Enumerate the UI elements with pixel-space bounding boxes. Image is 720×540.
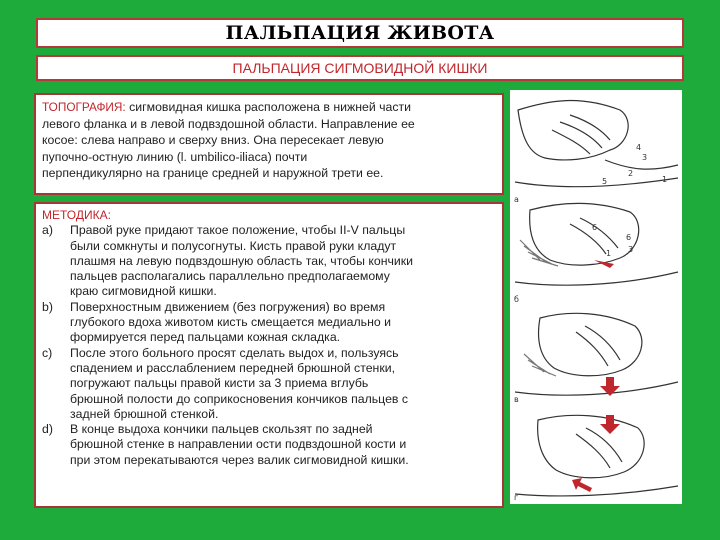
page-subtitle: ПАЛЬПАЦИЯ СИГМОВИДНОЙ КИШКИ [232, 60, 488, 76]
topography-line: перпендикулярно на границе средней и наружной трети ее. [42, 166, 384, 181]
step-line: задней брюшной стенкой. [70, 406, 219, 421]
step-marker: d) [42, 422, 53, 437]
step-line: После этого больного просят сделать выдох и, пользуясь [70, 345, 399, 360]
step-text [70, 422, 496, 468]
step-text [70, 346, 496, 422]
palpation-drawing [510, 90, 682, 504]
topography-line: левого фланка и в левой подвздошной области. Направление ее [42, 116, 415, 131]
hand-sketch-d [538, 415, 645, 477]
topography-panel [34, 93, 504, 195]
method-label: МЕТОДИКА: [42, 208, 111, 222]
step-line: краю сигмовидной кишки. [70, 284, 217, 299]
palpation-illustration [510, 90, 682, 504]
step-line: пальцев располагались параллельно предполагаемому [70, 269, 390, 284]
callout-number: 4 [636, 143, 642, 152]
hand-sketch-b [530, 204, 639, 266]
page-title: ПАЛЬПАЦИЯ ЖИВОТА [225, 22, 495, 44]
step-line: спадением и расслаблением передней брюшной стенки, [70, 360, 395, 375]
callout-number: 3 [628, 245, 634, 254]
arrow-icon [600, 377, 620, 396]
panel-label-c: в [514, 395, 519, 404]
step-text [70, 223, 496, 299]
callout-number: 2 [628, 169, 634, 178]
topography-line: пупочно-остную линию (l. umbilico-iliaca) почти [42, 149, 308, 164]
step-line: погружают пальцы правой кисти за 3 приема вглубь [70, 376, 369, 391]
callout-number: 6 [592, 223, 598, 232]
step-line: брюшной стенке в направлении ости подвздошной кости и [70, 437, 407, 452]
title-banner [36, 18, 684, 48]
callout-number: 5 [602, 177, 608, 186]
step-line: В конце выдоха кончики пальцев скользят по задней [70, 422, 373, 437]
arrow-icon [572, 478, 592, 492]
method-step-d [42, 422, 496, 468]
method-step-b [42, 300, 496, 346]
subtitle-banner [36, 55, 684, 81]
step-text [70, 300, 496, 346]
topography-line: косое: слева направо и сверху вниз. Она пересекает левую [42, 133, 384, 148]
panel-label-d: г [514, 493, 519, 502]
step-marker: c) [42, 345, 53, 360]
step-line: формируется перед пальцами кожная складка. [70, 330, 341, 345]
step-line: глубокого вдоха животом кисть смещается медиально и [70, 315, 391, 330]
step-line: Правой руке придают такое положение, чтобы II-V пальцы [70, 223, 406, 238]
step-line: Поверхностным движением (без погружения) во время [70, 299, 386, 314]
hand-sketch-c [539, 313, 642, 375]
callout-number: 3 [642, 153, 648, 162]
step-line: были сомкнуты и полусогнуты. Кисть правой руки кладут [70, 238, 397, 253]
callout-number: 1 [662, 175, 668, 184]
step-marker: b) [42, 299, 53, 314]
hand-sketch-a [518, 101, 628, 160]
step-marker: a) [42, 223, 53, 238]
method-step-a [42, 223, 496, 299]
topography-label: ТОПОГРАФИЯ: [42, 100, 126, 114]
callout-number: 6 [626, 233, 632, 242]
step-line: брюшной полости до соприкосновения кончиков пальцев с [70, 391, 409, 406]
panel-label-b: б [514, 295, 519, 304]
panel-label-a: а [514, 195, 519, 204]
method-panel [34, 202, 504, 508]
step-line: плашмя на левую подвздошную область так, чтобы кончики [70, 253, 414, 268]
callout-number: 1 [606, 249, 612, 258]
method-step-c [42, 346, 496, 422]
topography-line: сигмовидная кишка расположена в нижней части [129, 100, 412, 114]
step-line: при этом перекатываются через валик сигмовидной кишки. [70, 452, 409, 467]
